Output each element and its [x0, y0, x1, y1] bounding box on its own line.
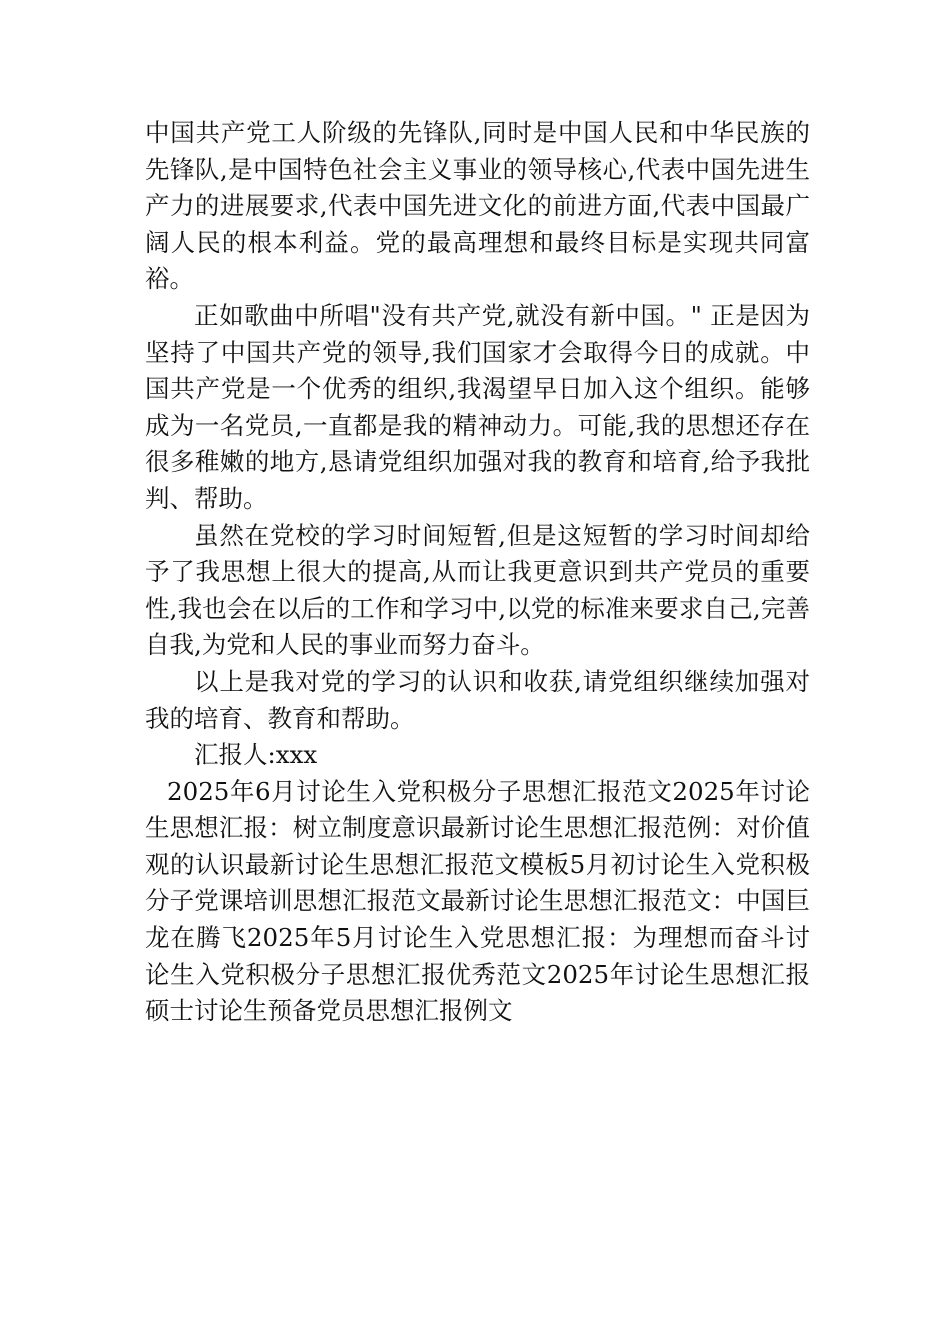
paragraph-closing: 以上是我对党的学习的认识和收获,请党组织继续加强对我的培育、教育和帮助。 [145, 666, 810, 733]
document-body [145, 115, 810, 1030]
paragraph-party-school-study: 虽然在党校的学习时间短暂,但是这短暂的学习时间却给予了我思想上很大的提高,从而让我更意识到共产党员的重要性,我也会在以后的工作和学习中,以党的标准来要求自己,完善自我,为党和人民的事业而努力奋斗。 [145, 520, 810, 660]
paragraph-song-quote: 正如歌曲中所唱"没有共产党,就没有新中国。" 正是因为坚持了中国共产党的领导,我们国家才会取得今日的成就。中国共产党是一个优秀的组织,我渴望早日加入这个组织。能够成为一名党员,一直都是我的精神动力。可能,我的思想还存在很多稚嫩的地方,恳请党组织加强对我的教育和培育,给予我批判、帮助。 [145, 300, 810, 513]
related-articles-text: 2025年6月讨论生入党积极分子思想汇报范文2025年讨论生思想汇报：树立制度意识最新讨论生思想汇报范例：对价值观的认识最新讨论生思想汇报范文模板5月初讨论生入党积极分子党课培训思想汇报范文最新讨论生思想汇报范文：中国巨龙在腾飞2025年5月讨论生入党思想汇报：为理想而奋斗讨论生入党积极分子思想汇报优秀范文2025年讨论生思想汇报硕士讨论生预备党员思想汇报例文 [145, 776, 810, 1026]
paragraph-party-vanguard: 中国共产党工人阶级的先锋队,同时是中国人民和中华民族的先锋队,是中国特色社会主义事业的领导核心,代表中国先进生产力的进展要求,代表中国先进文化的前进方面,代表中国最广阔人民的根本利益。党的最高理想和最终目标是实现共同富裕。 [145, 118, 810, 294]
signature: 汇报人:xxx [194, 740, 318, 770]
